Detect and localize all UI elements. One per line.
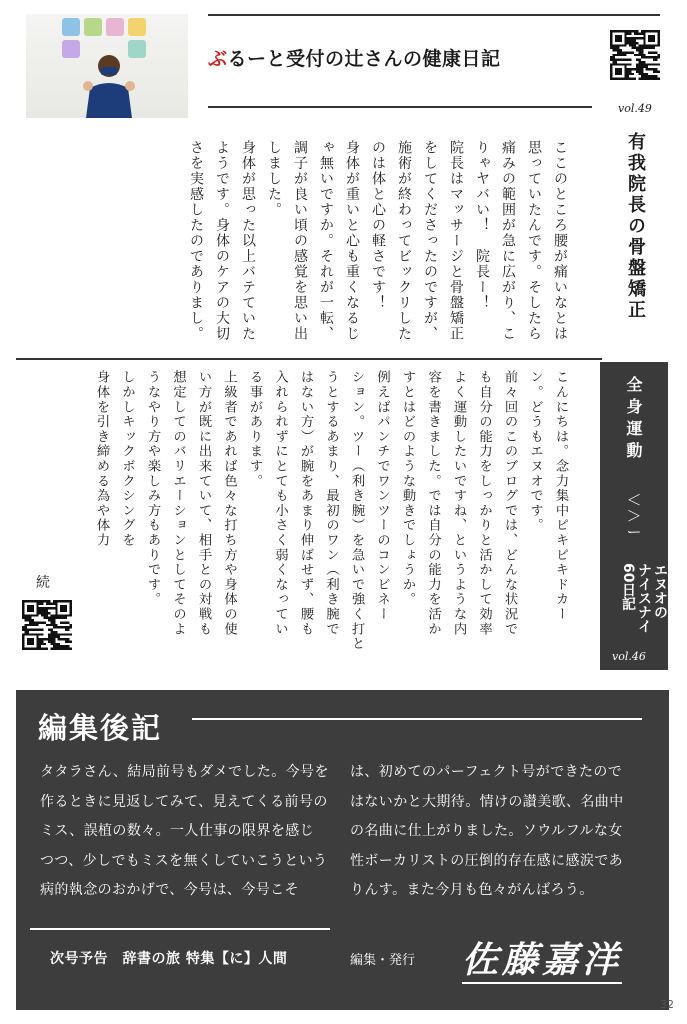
article-line: ここのところ腰が痛いなとは xyxy=(552,140,568,342)
column-line: 想定してのバリエーションとしてそのよ xyxy=(170,370,186,637)
article-body xyxy=(183,140,573,360)
article-line: 身体が重いと心も重くなるじ xyxy=(344,140,360,342)
column-line: はない方）が腕をあまり伸ばせず、腰も xyxy=(298,370,313,637)
column-line: ン。どうもエヌオです。 xyxy=(527,370,543,533)
article-line: 施術が終わってビックリした xyxy=(396,140,412,342)
column-line: うとするあまり、最初のワン（利き腕で xyxy=(323,370,339,637)
column-line: も自分の能力をしっかりと活かして効率 xyxy=(476,370,492,637)
article-line: りゃヤバい！ 院長ー！ xyxy=(474,140,490,311)
page-number: 32 xyxy=(660,998,674,1011)
editor-footer-rule xyxy=(30,928,330,930)
column-series-name: エヌオの ナイスナイ 60日記 xyxy=(620,563,668,633)
page-title: ぶるーと受付の辻さんの健康日記 xyxy=(208,48,501,70)
column-line: こんにちは。念力集中ピキピキドカー xyxy=(553,370,568,622)
editor-line: 病的執念のおかげで、今号は、今号こそ xyxy=(40,882,299,898)
column-line: 容を書きました。では自分の能力を活か xyxy=(425,370,441,637)
person-illustration xyxy=(82,48,136,118)
article-line: をしてくださったのですが、 xyxy=(422,140,438,342)
article-line: ようです。身体のケアの大切 xyxy=(214,140,230,342)
article-line: のは体と心の軽さです！ xyxy=(370,140,386,311)
editor-line: は、初めてのパーフェクト号ができたので xyxy=(350,764,623,780)
article-line: さを実感したのでありまし。 xyxy=(188,140,204,342)
editor-line: 性ボーカリストの圧倒的存在感に感涙であ xyxy=(350,852,624,869)
article-line: 思っていたんです。そしたら xyxy=(526,140,542,342)
column-line: 入れられずにとても小さく弱くなってい xyxy=(272,370,288,637)
column-heading: 全身運動 xyxy=(624,376,643,464)
header-photo xyxy=(26,14,188,118)
column-line: 身体を引き締める為や体力 xyxy=(94,370,109,548)
column-body xyxy=(89,370,574,660)
volume-label: vol.49 xyxy=(618,102,652,115)
section-divider xyxy=(16,358,602,360)
article-line: ゃ無いですか。それが一転、 xyxy=(318,140,334,342)
column-line: よく運動したいですね、というような内 xyxy=(451,370,466,637)
article-heading: 有我院長の骨盤矯正 xyxy=(625,132,646,321)
article-line: しました。 xyxy=(266,140,282,218)
editor-notes-right xyxy=(350,758,650,906)
column-line: る事があります。 xyxy=(247,370,262,489)
article-line: 痛みの範囲が急に広がり、こ xyxy=(500,140,516,342)
signature-underline xyxy=(462,982,622,984)
article-line: 身体が思った以上バテていた xyxy=(240,140,256,342)
editor-line: タタラさん、結局前号もダメでした。今号を xyxy=(40,764,329,780)
editor-notes-left xyxy=(40,758,336,906)
article-line: 調子が良い頃の感覚を思い出 xyxy=(292,140,308,342)
next-issue-preview: 次号予告 辞書の旅 特集【に】人間 xyxy=(50,951,288,967)
column-line: 上級者であれば色々な打ち方や身体の使 xyxy=(221,370,237,637)
header-top-rule xyxy=(208,14,660,16)
editor-line: の名曲に仕上がりました。ソウルフルな女 xyxy=(350,823,623,839)
editor-line: ミス、誤植の数々。一人仕事の限界を感じ xyxy=(40,823,315,839)
editor-line: はないかと大期待。情けの讃美歌、名曲中 xyxy=(350,793,624,810)
editor-line: りんす。また今月も色々がんばろう。 xyxy=(350,882,594,898)
article-line: 院長はマッサージと骨盤矯正 xyxy=(448,140,464,342)
qr-code-icon xyxy=(22,600,72,650)
column-line: 前々回のこのブログでは、どんな状況で xyxy=(502,370,517,637)
header-bottom-rule xyxy=(208,106,592,108)
editor-title-rule xyxy=(192,718,642,720)
column-line: ション。ツー（利き腕）を急いで強く打と xyxy=(349,370,364,652)
qr-code-icon xyxy=(610,30,660,80)
column-line: しかしキックボクシングを xyxy=(119,370,135,548)
editor-line: 作るときに見返してみて、見えてくる前号の xyxy=(40,793,328,810)
continued-mark: 続 xyxy=(36,575,50,591)
column-volume: vol.46 xyxy=(612,650,646,663)
editor-line: つつ、少しでもミスを無くしていこうという xyxy=(40,852,328,869)
column-line: 例えばパンチでワンツーのコンビネー xyxy=(374,370,390,622)
column-line: すとはどのような動きでしょうか。 xyxy=(400,370,415,607)
publisher-label: 編集・発行 xyxy=(350,953,416,968)
editor-notes-title: 編集後記 xyxy=(38,711,163,745)
publisher-signature: 佐藤嘉洋 xyxy=(462,939,623,981)
face-emoticon: ＜ ＞ ー xyxy=(626,491,642,541)
column-line: うなやり方や楽しみ方もありです。 xyxy=(145,370,160,607)
column-line: い方が既に出来ていて、相手との対戦も xyxy=(196,370,211,637)
